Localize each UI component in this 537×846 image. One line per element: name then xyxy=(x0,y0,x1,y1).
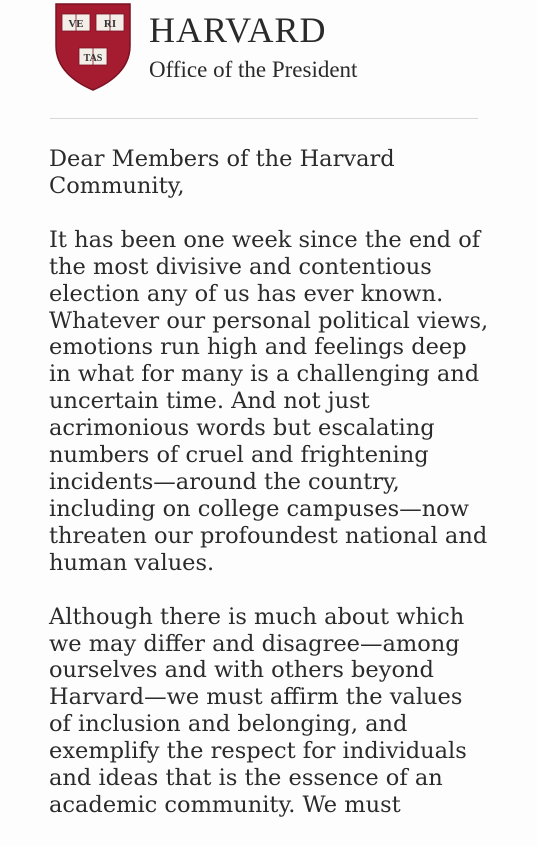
salutation: Dear Members of the Harvard Community, xyxy=(49,146,395,199)
shield-book-bottom xyxy=(79,48,107,65)
svg-text:TAS: TAS xyxy=(83,53,103,64)
svg-text:VE: VE xyxy=(68,18,84,30)
office-name: Office of the President xyxy=(149,57,358,82)
paragraph-1: It has been one week since the end of the most divisive and contentious election any of us has ever known. Whatever our personal political views, emotions run high and feelings deep in what for many is a challenging and uncertain time. And not just acrimonious words but escalating numbers of cruel and frightening incidents—around the country, including on college campuses—now threaten our profoundest national and human values. xyxy=(49,226,489,576)
header-divider xyxy=(50,118,478,119)
brand xyxy=(149,10,357,84)
letter-body xyxy=(49,146,489,846)
svg-text:RI: RI xyxy=(103,18,117,30)
shield-book-left xyxy=(62,14,90,31)
paragraph-2: Although there is much about which we may differ and disagree—among ourselves and with others beyond Harvard—we must affirm the values of inclusion and belonging, and exemplify the respect for individuals and ideas that is the essence of an academic community. We must xyxy=(49,603,467,818)
shield-book-right xyxy=(96,14,124,31)
letterhead xyxy=(54,2,484,94)
brand-name: HARVARD xyxy=(149,10,327,50)
harvard-shield-logo xyxy=(54,2,132,92)
